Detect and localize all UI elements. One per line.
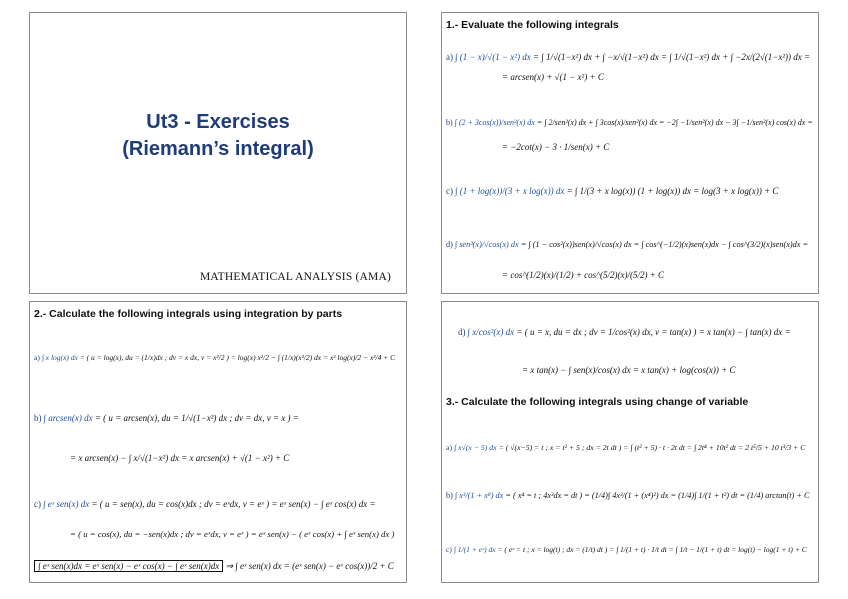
integrand: ∫ x/cos²(x) dx — [467, 327, 515, 337]
s1-item-b — [446, 117, 813, 129]
cover-title-line1: Ut3 - Exercises — [146, 111, 290, 133]
equation-rest: = ( u = sen(x), du = cos(x)dx ; dv = eˣdx, v = eˣ ) = eˣ sen(x) − ∫ eˣ cos(x) dx = — [89, 499, 376, 509]
integrand: ∫ (1 + log(x))/(3 + x log(x)) dx — [455, 186, 565, 196]
s1-item-a-line2: = arcsen(x) + √(1 − x²) + C — [502, 72, 604, 82]
s1-item-c — [446, 185, 778, 197]
item-label: b) — [34, 413, 42, 423]
item-label: a) — [446, 443, 453, 452]
equation-result: ⇒ ∫ eˣ sen(x) dx = (eˣ sen(x) − eˣ cos(x))/2 + C — [223, 561, 394, 571]
item-label: a) — [34, 353, 40, 362]
section2-title: 2.- Calculate the following integrals using integration by parts — [34, 308, 343, 320]
integrand: ∫ x³/(1 + x⁸) dx — [454, 491, 504, 500]
s1-item-d — [446, 239, 808, 251]
item-label: b) — [446, 491, 453, 500]
equation-rest: = ( u = arcsen(x), du = 1/√(1−x²) dx ; dv = dx, v = x ) = — [92, 413, 299, 423]
s2-item-b — [34, 412, 299, 424]
boxed-equation: ∫ eˣ sen(x)dx = eˣ sen(x) − eˣ cos(x) − ∫ eˣ sen(x)dx — [34, 560, 223, 572]
s3-item-a — [446, 442, 805, 454]
integrand: ∫ x√(x − 5) dx — [454, 443, 497, 452]
equation-rest: = ∫ 1/(3 + x log(x)) (1 + log(x)) dx = log(3 + x log(x)) + C — [564, 186, 779, 196]
equation-rest: = ( x⁴ = t ; 4x³dx = dt ) = (1/4)∫ 4x³/(1 + (x⁴)²) dx = (1/4)∫ 1/(1 + t²) dt = (1/4) arctan(t) + C — [503, 491, 810, 500]
item-label: a) — [446, 52, 453, 62]
item-label: c) — [34, 499, 41, 509]
equation-rest: = ∫ 2/sen²(x) dx + ∫ 3cos(x)/sen²(x) dx = −2∫ −1/sen²(x) dx − 3∫ −1/sen²(x) cos(x) dx = — [534, 118, 813, 127]
s1-item-b-line2: = −2cot(x) − 3 · 1/sen(x) + C — [502, 142, 610, 152]
s3-item-c — [446, 544, 807, 556]
integrand: ∫ sen³(x)/√cos(x) dx — [454, 240, 519, 249]
integrand: ∫ 1/(1 + eˣ) dx — [453, 545, 496, 554]
cover-title — [30, 109, 406, 163]
integrand: ∫ x log(x) dx — [41, 353, 78, 362]
s2-item-b-line2: = x arcsen(x) − ∫ x/√(1−x²) dx = x arcsen(x) + √(1 − x²) + C — [70, 453, 290, 463]
equation-rest: = ( eˣ = t ; x = log(t) ; dx = (1/t) dt ) = ∫ 1/(1 + t) · 1/t dt = ∫ 1/t − 1/(1 + t) dt = log(t) − log(1 + t) + C — [495, 545, 807, 554]
item-label: c) — [446, 545, 452, 554]
s3-item-d — [458, 326, 791, 338]
integrand: ∫ eˣ sen(x) dx — [43, 499, 90, 509]
integrand: ∫ arcsen(x) dx — [43, 413, 93, 423]
section1-title: 1.- Evaluate the following integrals — [446, 19, 619, 31]
slide-section1 — [441, 12, 819, 294]
cover-title-line2: (Riemann’s integral) — [122, 138, 314, 160]
s2-item-c — [34, 498, 376, 510]
cover-footer: MATHEMATICAL ANALYSIS (AMA) — [199, 271, 391, 283]
item-label: b) — [446, 118, 453, 127]
s3-item-b — [446, 490, 809, 502]
s2-item-c-result — [34, 560, 394, 572]
s1-item-d-line2: = cos^(1/2)(x)/(1/2) + cos^(5/2)(x)/(5/2) + C — [502, 270, 665, 280]
slide-section3 — [441, 301, 819, 583]
equation-rest: = ( u = log(x), du = (1/x)dx ; dv = x dx, v = x²/2 ) = log(x) x²/2 − ∫ (1/x)(x²/2) dx = x² log(x)/2 − x²/4 + C — [77, 353, 396, 362]
equation-rest: = ( √(x−5) = t ; x = t² + 5 ; dx = 2t dt ) = ∫ (t² + 5) · t · 2t dt = ∫ 2t⁴ + 10t² dt = 2 t⁵/5 + 10 t³/3 + C — [496, 443, 806, 452]
s1-item-a — [446, 51, 810, 63]
equation-rest: = ( u = x, du = dx ; dv = 1/cos²(x) dx, v = tan(x) ) = x tan(x) − ∫ tan(x) dx = — [514, 327, 791, 337]
item-label: d) — [458, 327, 466, 337]
s3-item-d-line2: = x tan(x) − ∫ sen(x)/cos(x) dx = x tan(x) + log(cos(x)) + C — [522, 365, 736, 375]
s2-item-c-line2: = ( u = cos(x), du = −sen(x)dx ; dv = eˣdx, v = eˣ ) = eˣ sen(x) − ( eˣ cos(x) + ∫ eˣ sen(x) dx ) — [70, 529, 395, 539]
section3-title: 3.- Calculate the following integrals using change of variable — [446, 396, 749, 408]
equation-rest: = ∫ (1 − cos²(x))sen(x)/√cos(x) dx = ∫ cos^(−1/2)(x)sen(x)dx − ∫ cos^(3/2)(x)sen(x)dx = — [518, 240, 809, 249]
slide-cover — [29, 12, 407, 294]
item-label: d) — [446, 240, 453, 249]
item-label: c) — [446, 186, 453, 196]
integrand: ∫ (2 + 3cos(x))/sen²(x) dx — [454, 118, 535, 127]
integrand: ∫ (1 − x)/√(1 − x²) dx — [455, 52, 531, 62]
equation-rest: = ∫ 1/√(1−x²) dx + ∫ −x/√(1−x²) dx = ∫ 1/√(1−x²) dx + ∫ −2x/(2√(1−x²)) dx = — [530, 52, 811, 62]
slide-section2 — [29, 301, 407, 583]
s2-item-a — [34, 352, 395, 364]
